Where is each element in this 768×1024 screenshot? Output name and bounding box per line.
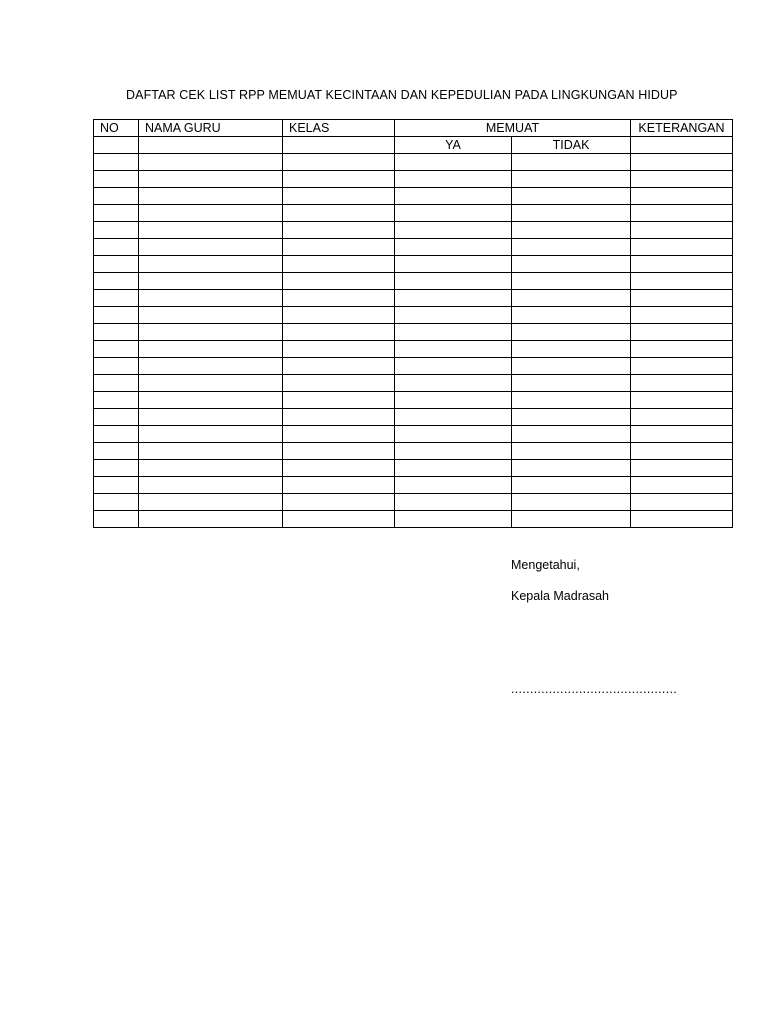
table-cell <box>631 443 733 460</box>
table-row <box>94 409 733 426</box>
table-cell <box>283 307 395 324</box>
table-cell <box>512 188 631 205</box>
table-row <box>94 460 733 477</box>
table-row <box>94 341 733 358</box>
table-row <box>94 171 733 188</box>
table-cell <box>512 392 631 409</box>
table-cell <box>283 477 395 494</box>
table-cell <box>395 205 512 222</box>
table-row <box>94 188 733 205</box>
table-cell <box>395 171 512 188</box>
table-row <box>94 324 733 341</box>
table-cell <box>94 375 139 392</box>
table-row <box>94 273 733 290</box>
table-cell <box>631 392 733 409</box>
table-cell <box>283 460 395 477</box>
signature-name-line: ............................................ <box>511 682 678 696</box>
table-cell <box>94 392 139 409</box>
table-cell <box>283 273 395 290</box>
table-cell <box>139 426 283 443</box>
table-cell <box>395 409 512 426</box>
table-cell <box>283 256 395 273</box>
table-cell <box>512 307 631 324</box>
table-cell <box>395 426 512 443</box>
table-row <box>94 222 733 239</box>
table-cell <box>94 307 139 324</box>
table-cell <box>395 460 512 477</box>
table-cell <box>395 256 512 273</box>
table-cell <box>395 154 512 171</box>
table-cell <box>139 358 283 375</box>
table-cell <box>395 324 512 341</box>
table-cell <box>94 290 139 307</box>
table-cell <box>395 222 512 239</box>
table-cell <box>631 494 733 511</box>
table-subheader-row <box>94 137 733 154</box>
table-cell <box>94 426 139 443</box>
table-cell <box>512 154 631 171</box>
header-no: NO <box>94 120 139 137</box>
table-cell <box>512 511 631 528</box>
table-cell <box>631 137 733 154</box>
table-cell <box>139 307 283 324</box>
table-cell <box>283 188 395 205</box>
table-cell <box>631 171 733 188</box>
table-cell <box>631 511 733 528</box>
table-cell <box>139 205 283 222</box>
table-cell <box>94 443 139 460</box>
table-cell <box>512 205 631 222</box>
table-cell <box>512 341 631 358</box>
table-row <box>94 205 733 222</box>
table-cell <box>94 477 139 494</box>
table-cell <box>139 290 283 307</box>
table-cell <box>283 341 395 358</box>
table-cell <box>631 409 733 426</box>
table-cell <box>283 171 395 188</box>
table-cell <box>512 375 631 392</box>
checklist-table <box>93 119 733 528</box>
table-cell <box>139 154 283 171</box>
table-cell <box>139 341 283 358</box>
table-cell <box>283 137 395 154</box>
table-cell <box>94 273 139 290</box>
table-row <box>94 511 733 528</box>
table-cell <box>631 290 733 307</box>
table-cell <box>94 205 139 222</box>
table-cell <box>283 443 395 460</box>
table-cell <box>631 205 733 222</box>
table-cell <box>395 511 512 528</box>
table-cell <box>139 239 283 256</box>
table-cell <box>631 358 733 375</box>
table-row <box>94 307 733 324</box>
table-cell <box>94 137 139 154</box>
table-cell <box>283 494 395 511</box>
table-cell <box>631 307 733 324</box>
table-cell <box>283 426 395 443</box>
table-cell <box>283 290 395 307</box>
table-cell <box>139 273 283 290</box>
table-cell <box>139 324 283 341</box>
table-cell <box>283 222 395 239</box>
table-row <box>94 375 733 392</box>
table-cell <box>94 511 139 528</box>
header-memuat: MEMUAT <box>395 120 631 137</box>
table-cell <box>631 256 733 273</box>
table-cell <box>631 154 733 171</box>
table-cell <box>139 188 283 205</box>
table-cell <box>395 273 512 290</box>
table-cell <box>139 256 283 273</box>
table-row <box>94 358 733 375</box>
table-cell <box>283 324 395 341</box>
table-cell <box>139 375 283 392</box>
table-cell <box>512 222 631 239</box>
table-cell <box>283 511 395 528</box>
table-cell <box>283 239 395 256</box>
table-cell <box>94 256 139 273</box>
table-cell <box>512 273 631 290</box>
header-keterangan: KETERANGAN <box>631 120 733 137</box>
table-cell <box>631 273 733 290</box>
table-cell <box>94 154 139 171</box>
table-cell <box>283 409 395 426</box>
table-cell <box>512 409 631 426</box>
signature-acknowledged: Mengetahui, <box>511 558 580 572</box>
table-row <box>94 477 733 494</box>
table-row <box>94 426 733 443</box>
table-cell <box>512 171 631 188</box>
signature-role: Kepala Madrasah <box>511 589 609 603</box>
table-row <box>94 392 733 409</box>
table-cell <box>283 358 395 375</box>
table-cell <box>631 188 733 205</box>
table-cell <box>283 392 395 409</box>
table-cell <box>395 239 512 256</box>
table-cell <box>139 222 283 239</box>
table-cell <box>631 239 733 256</box>
table-cell <box>395 307 512 324</box>
table-row <box>94 290 733 307</box>
table-cell <box>631 222 733 239</box>
table-cell <box>631 460 733 477</box>
table-cell <box>631 477 733 494</box>
table-cell <box>94 341 139 358</box>
table-cell <box>395 188 512 205</box>
table-cell <box>512 324 631 341</box>
table-row <box>94 154 733 171</box>
table-cell <box>512 443 631 460</box>
table-cell <box>512 477 631 494</box>
table-cell <box>283 375 395 392</box>
table-cell <box>139 494 283 511</box>
table-cell <box>631 426 733 443</box>
header-kelas: KELAS <box>283 120 395 137</box>
header-ya: YA <box>395 137 512 154</box>
table-cell <box>139 409 283 426</box>
table-cell <box>139 443 283 460</box>
table-cell <box>94 324 139 341</box>
table-cell <box>94 494 139 511</box>
table-cell <box>395 290 512 307</box>
table-row <box>94 494 733 511</box>
table-cell <box>512 256 631 273</box>
table-cell <box>512 290 631 307</box>
table-cell <box>283 205 395 222</box>
table-cell <box>139 511 283 528</box>
table-cell <box>631 375 733 392</box>
page-title: DAFTAR CEK LIST RPP MEMUAT KECINTAAN DAN KEPEDULIAN PADA LINGKUNGAN HIDUP <box>126 88 678 102</box>
table-row <box>94 443 733 460</box>
table-cell <box>94 460 139 477</box>
table-cell <box>512 494 631 511</box>
table-cell <box>139 477 283 494</box>
table-cell <box>395 443 512 460</box>
header-tidak: TIDAK <box>512 137 631 154</box>
table-cell <box>395 392 512 409</box>
table-header-row <box>94 120 733 137</box>
table-cell <box>512 239 631 256</box>
table-cell <box>512 460 631 477</box>
table-cell <box>395 494 512 511</box>
table-cell <box>395 358 512 375</box>
table-row <box>94 239 733 256</box>
table-cell <box>94 171 139 188</box>
table-cell <box>395 477 512 494</box>
table-cell <box>512 358 631 375</box>
table-cell <box>631 341 733 358</box>
table-cell <box>94 222 139 239</box>
table-cell <box>283 154 395 171</box>
table-cell <box>94 188 139 205</box>
table-cell <box>395 375 512 392</box>
table-cell <box>94 358 139 375</box>
table-row <box>94 256 733 273</box>
header-nama-guru: NAMA GURU <box>139 120 283 137</box>
table-cell <box>139 460 283 477</box>
table-cell <box>395 341 512 358</box>
table-cell <box>139 171 283 188</box>
table-cell <box>512 426 631 443</box>
table-cell <box>94 239 139 256</box>
table-cell <box>631 324 733 341</box>
table-cell <box>94 409 139 426</box>
table-cell <box>139 392 283 409</box>
table-cell <box>139 137 283 154</box>
